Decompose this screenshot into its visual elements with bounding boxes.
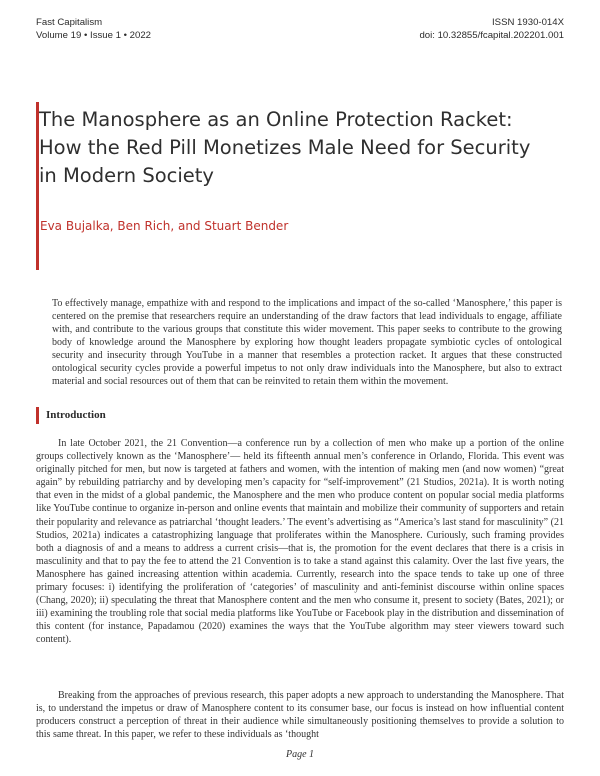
section-title: Introduction [46,409,106,421]
abstract: To effectively manage, empathize with and respond to the implications and impact of the so-called ‘Manosphere,’ this paper is centered on the premise that researchers require an understanding of the draw factors that lead individuals to engage, affiliate with, and contribute to the various groups that constitute this wider movement. This paper seeks to contribute to the growing body of knowledge around the Manosphere by exploring how thought leaders propagate symbiotic cycles of ontological security and insecurity through YouTube in a manner that resembles a protection racket. It argues that these constructed ontological security cycles provide a powerful impetus to not only draw individuals into the Manosphere, but also to extract material and social resources out of them that can be reinvited to retain them within the movement. [52,298,562,387]
title-line-3: in Modern Society [39,164,214,187]
running-header-right [419,16,564,42]
paper-title [36,106,530,190]
journal-name: Fast Capitalism [36,17,103,28]
doi: doi: 10.32855/fcapital.202201.001 [419,30,564,41]
author-list: Eva Bujalka, Ben Rich, and Stuart Bender [40,219,289,233]
volume-issue: Volume 19 • Issue 1 • 2022 [36,30,151,41]
body-paragraph: Breaking from the approaches of previous research, this paper adopts a new approach to understanding the Manosphere. That is, to understand the impetus or draw of Manosphere content to its consumer base, our focus is instead on how influential content producers construct a perception of threat in their audience while simultaneously positioning themselves to provide a solution to this same threat. In this paper, we refer to these individuals as ‘thought [36,690,564,741]
body-paragraph: In late October 2021, the 21 Convention—a conference run by a collection of men who make up a portion of the online groups collectively known as the ‘Manosphere’— held its fifteenth annual men’s conference in Orlando, Florida. This event was originally pitched for men, but now is targeted at fathers and women, with the intention of making men (and now women) “great again” by rebuilding patriarchy and by developing men’s capacity for “self-improvement” (21 Studios, 2021a). It is worth noting that even in the midst of a global pandemic, the Manosphere and the men who produce content on popular social media platforms like YouTube continue to organize in-person and online events that maintain and mobilize their community of supporters and retain their popularity and relevance as patriarchal ‘thought leaders.’ The event’s advertising as “America’s last stand for masculinity” (21 Studios, 2021a) indicates a catastrophizing language that proliferates within the Manosphere. Curiously, such framing provides both a diagnosis of and a means to address a current crisis—that is, the promotion for the event declares that there is a crisis in masculinity and that to pay the fee to attend the 21 Convention is to take a stand against this calamity. Over the last five years, the Manosphere has gained increasing attention within academia. Currently, research into the space tends to take up one of three primary focuses: i) identifying the proliferation of ‘categories’ of masculinity and anti-feminist discourse within online spaces (Chang, 2020); ii) speculating the threat that Manosphere content and the men who consume it, present to society (Bates, 2021); or iii) examining the troubling role that social media platforms like YouTube or Facebook play in the distribution and dissemination of this content (for instance, Papadamou (2020) examines the ways that the YouTube algorithm may steer viewers toward such content). [36,438,564,646]
section-accent-bar [36,407,39,424]
page-number: Page 1 [285,749,315,760]
title-line-1: The Manosphere as an Online Protection Racket: [39,108,513,131]
running-header-left [36,16,151,42]
title-line-2: How the Red Pill Monetizes Male Need for Security [39,136,531,159]
issn: ISSN 1930-014X [492,17,564,28]
